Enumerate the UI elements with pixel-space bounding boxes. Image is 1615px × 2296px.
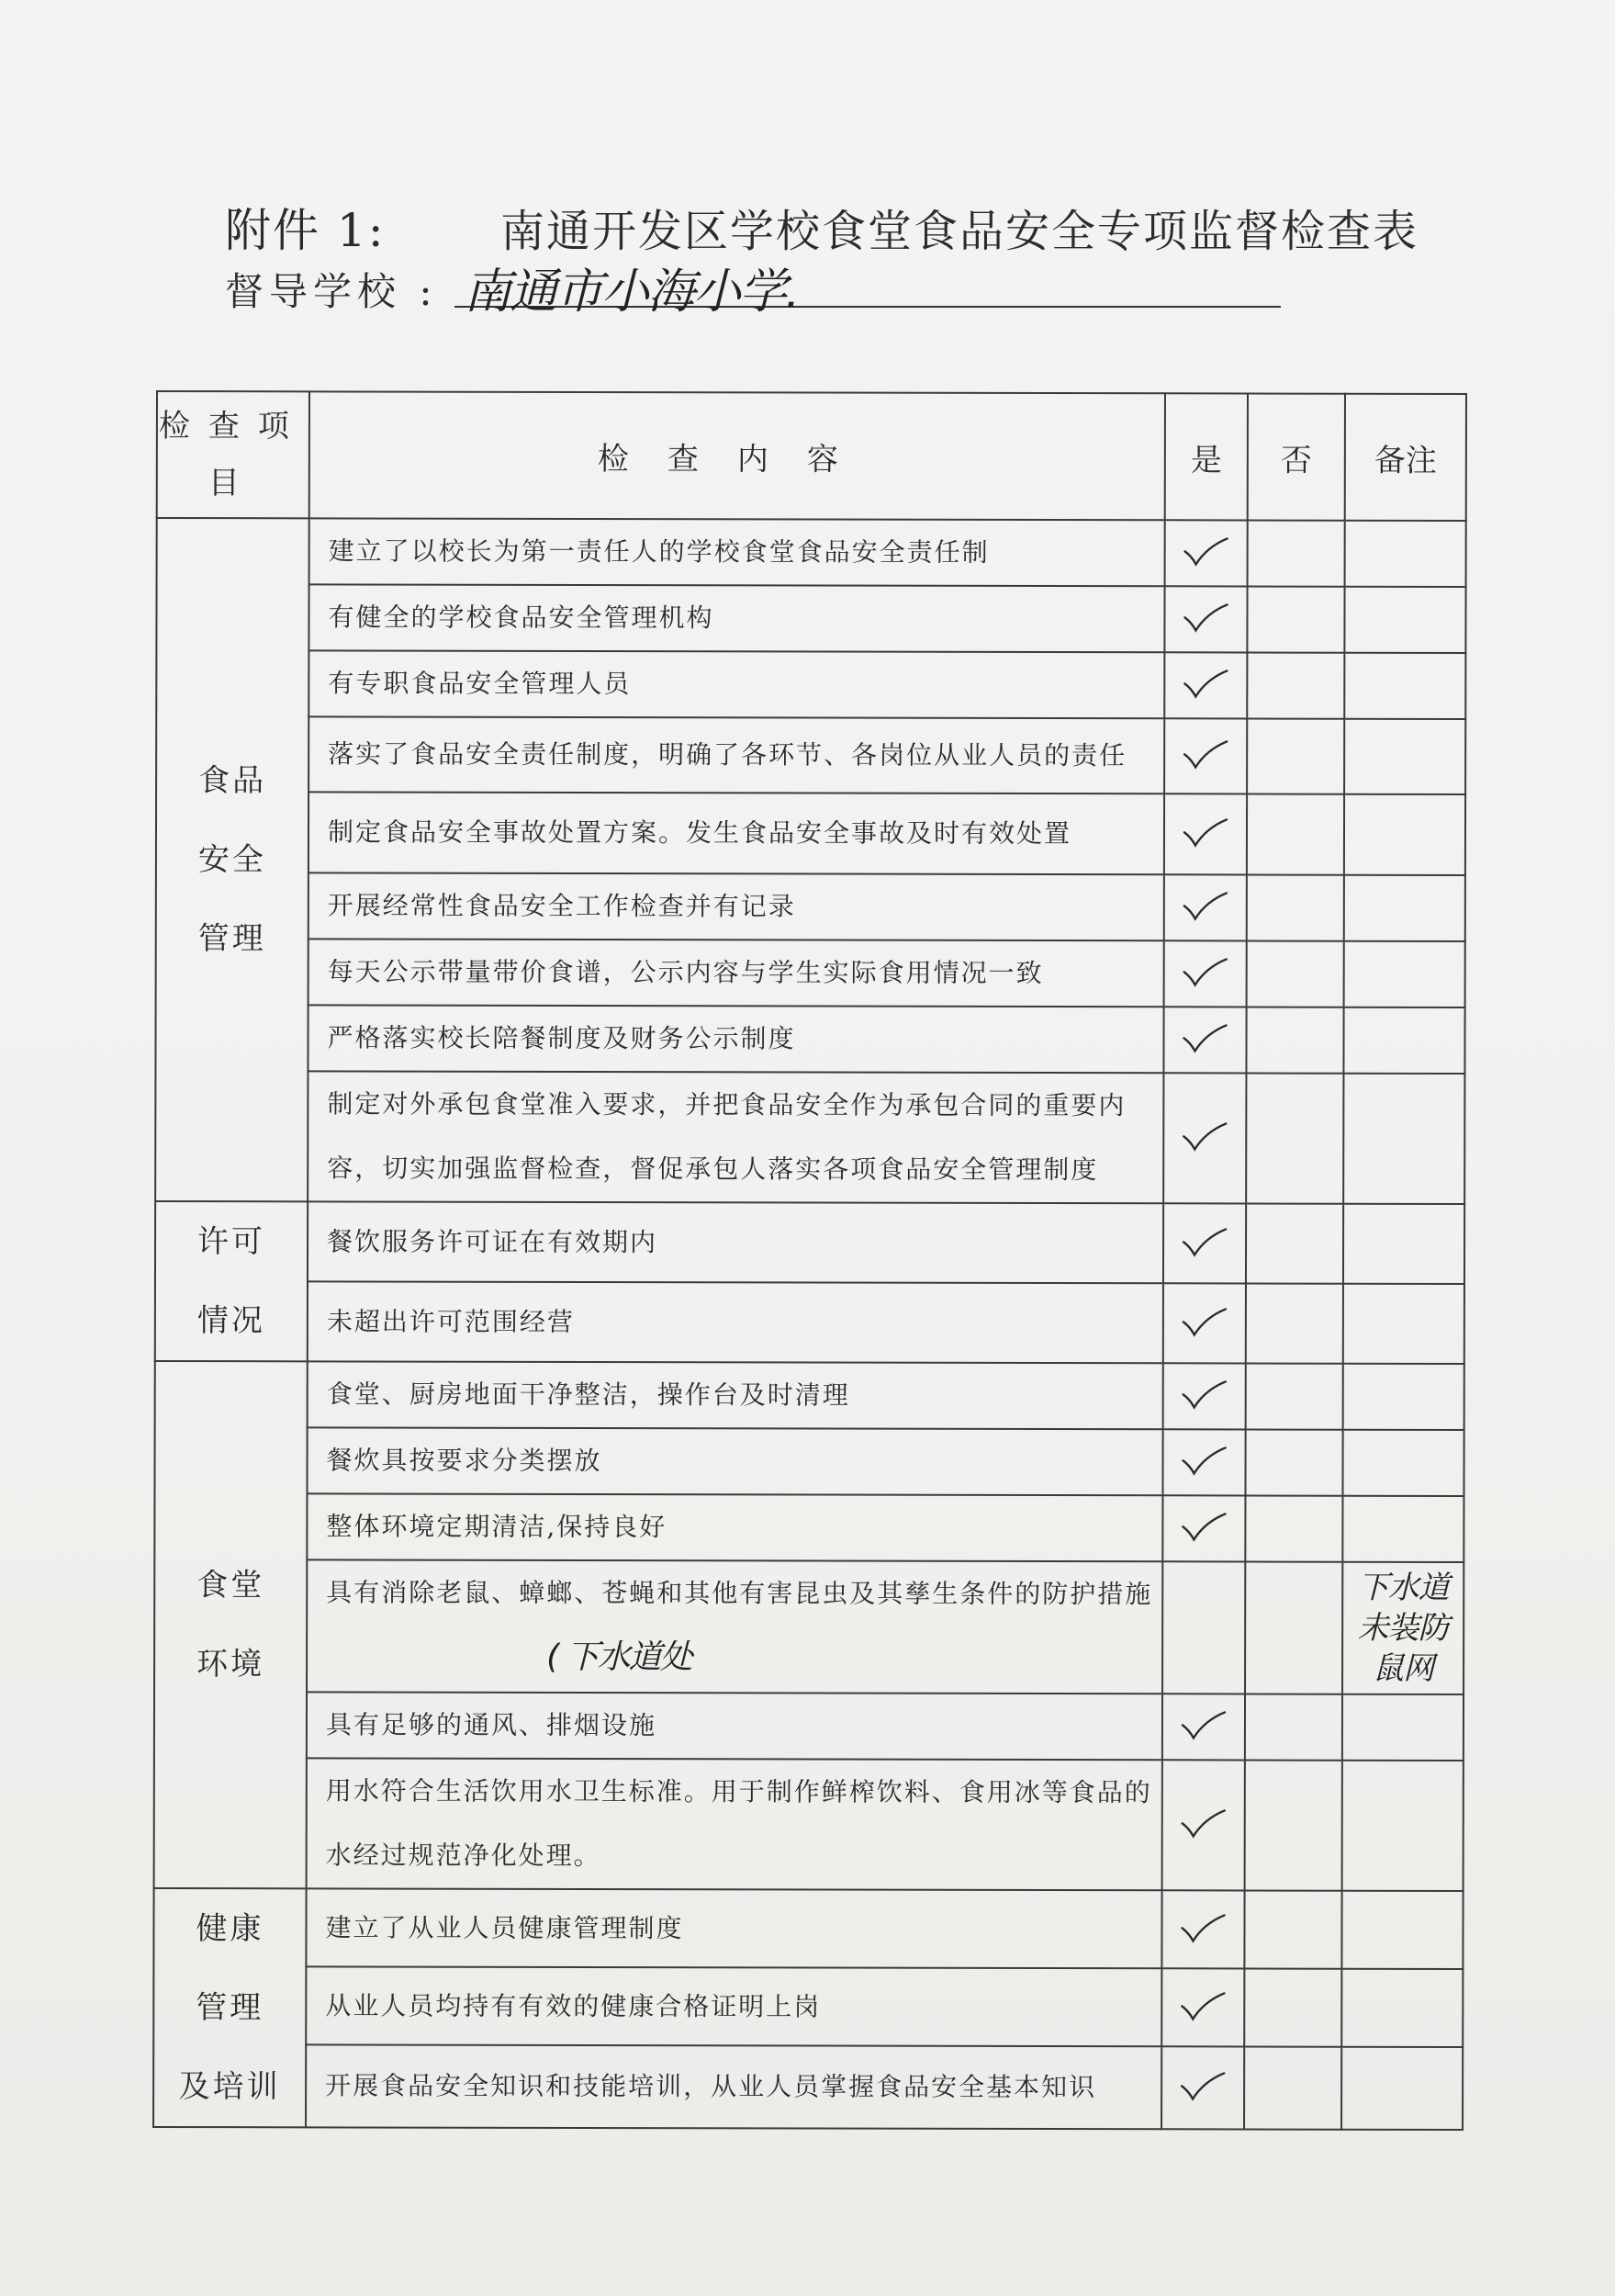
category-label: 及培训 [178, 2068, 281, 2106]
no-cell [1245, 1429, 1342, 1495]
category-label: 健康 [196, 1910, 264, 1948]
table-row [154, 1758, 1464, 1891]
no-cell [1245, 1495, 1342, 1561]
note-cell [1344, 875, 1465, 941]
content-cell [306, 2045, 1161, 2130]
yes-cell [1163, 1007, 1246, 1073]
document-title: 南通开发区学校食堂食品安全专项监督检查表 [500, 206, 1419, 257]
category-label: 环境 [196, 1646, 265, 1683]
category-cell [155, 1201, 308, 1361]
no-cell [1247, 652, 1344, 718]
category-label: 食品 [198, 762, 267, 800]
note-cell [1342, 1496, 1464, 1562]
note-cell [1344, 587, 1465, 653]
yes-cell [1161, 1890, 1244, 1968]
no-cell [1244, 1890, 1341, 1968]
no-cell [1246, 1007, 1343, 1073]
table-row [155, 1361, 1464, 1430]
table-row [155, 1005, 1464, 1074]
header-content: 检查内容 [309, 391, 1165, 520]
category-label: 许可 [197, 1223, 266, 1261]
content-cell [308, 939, 1164, 1007]
content-text: 具有消除老鼠、蟑螂、苍蝇和其他有害昆虫及其孳生条件的防护措施 [326, 1577, 1153, 1610]
content-cell [308, 584, 1164, 652]
note-cell [1342, 1694, 1464, 1761]
yes-cell [1162, 1429, 1245, 1495]
content-text: 制定食品安全事故处置方案。发生食品安全事故及时有效处置 [327, 816, 1072, 850]
yes-cell [1164, 652, 1247, 718]
table-body [153, 518, 1466, 2130]
table-row [156, 939, 1465, 1007]
school-name-handwritten: 南通市小海小学. [464, 264, 799, 320]
table-row [156, 872, 1465, 941]
table-row [156, 584, 1465, 653]
header-no: 否 [1248, 393, 1345, 520]
yes-cell [1162, 1561, 1245, 1694]
content-cell [307, 1493, 1162, 1561]
inline-handwritten-note: ( 下水道处 [546, 1638, 691, 1677]
checkmark-icon [1182, 816, 1229, 848]
content-text: 有专职食品安全管理人员 [328, 668, 632, 700]
checkmark-icon [1181, 1306, 1228, 1337]
category-cell [155, 518, 309, 1201]
content-text: 食堂、厨房地面干净整洁，操作台及时清理 [326, 1379, 850, 1411]
table-row [154, 1692, 1464, 1761]
content-cell [309, 518, 1165, 586]
content-cell [308, 1005, 1163, 1073]
inspection-table [152, 390, 1467, 2131]
header-note: 备注 [1345, 394, 1466, 521]
note-cell [1344, 941, 1465, 1007]
note-cell [1341, 2047, 1463, 2130]
no-cell [1244, 1969, 1341, 2047]
note-cell [1343, 1007, 1464, 1074]
table-row [154, 1427, 1464, 1496]
content-text: 建立了从业人员健康管理制度 [325, 1911, 684, 1943]
content-cell [307, 1692, 1162, 1760]
no-cell [1246, 1203, 1343, 1283]
no-cell [1246, 1283, 1343, 1363]
table-row [155, 1201, 1464, 1284]
school-label: 督导学校 : [225, 269, 438, 314]
note-cell [1344, 653, 1465, 719]
no-cell [1245, 1561, 1342, 1694]
no-cell [1248, 520, 1345, 586]
category-label: 情况 [196, 1302, 265, 1340]
checkmark-icon [1180, 1807, 1228, 1839]
table-row [155, 1281, 1464, 1364]
checkmark-icon [1182, 668, 1229, 699]
no-cell [1247, 586, 1344, 652]
note-cell [1342, 1761, 1464, 1891]
no-cell [1244, 2047, 1341, 2130]
note-cell [1343, 1204, 1464, 1284]
table-row [154, 1559, 1464, 1694]
checkmark-icon [1181, 1445, 1228, 1476]
checkmark-icon [1181, 1120, 1228, 1152]
yes-cell [1164, 718, 1247, 793]
note-cell [1344, 794, 1465, 875]
checkmark-icon [1179, 2070, 1227, 2101]
yes-cell [1163, 1203, 1246, 1283]
note-cell [1344, 719, 1465, 794]
checkmark-icon [1182, 890, 1229, 921]
table-row [155, 1071, 1464, 1204]
content-text: 制定对外承包食堂准入要求，并把食品安全作为承包合同的重要内容，切实加强监督检查，督促承包人落实各项食品安全管理制度 [327, 1088, 1127, 1186]
checkmark-icon [1183, 535, 1230, 567]
content-text: 从业人员均持有有效的健康合格证明上岗 [325, 1989, 822, 2022]
table-row [157, 518, 1466, 587]
header-yes: 是 [1165, 393, 1248, 520]
content-cell [307, 1758, 1162, 1890]
checkmark-icon [1180, 1511, 1228, 1542]
content-text: 严格落实校长陪餐制度及财务公示制度 [327, 1022, 796, 1054]
note-cell [1341, 1891, 1463, 1969]
note-cell [1341, 1969, 1463, 2047]
category-label: 管理 [197, 920, 266, 958]
content-text: 每天公示带量带价食谱，公示内容与学生实际食用情况一致 [327, 956, 1044, 989]
table-row [156, 650, 1465, 719]
annex-label: 附件 1: [225, 204, 386, 257]
content-cell [308, 1071, 1163, 1203]
no-cell [1247, 793, 1344, 874]
note-cell [1343, 1364, 1464, 1430]
content-cell [308, 716, 1164, 793]
content-cell [308, 650, 1164, 718]
yes-cell [1164, 586, 1247, 652]
yes-cell [1163, 1073, 1246, 1203]
content-cell [308, 1361, 1163, 1429]
header-category: 检查项目 [157, 391, 309, 518]
yes-cell [1162, 1760, 1245, 1890]
content-cell [306, 1966, 1161, 2046]
yes-cell [1163, 1363, 1246, 1429]
content-text: 有健全的学校食品安全管理机构 [328, 602, 714, 634]
content-text: 用水符合生活饮用水卫生标准。用于制作鲜榨饮料、食用冰等食品的水经过规范净化处理。 [325, 1775, 1152, 1872]
note-cell [1342, 1430, 1464, 1496]
table-header-row [157, 391, 1466, 521]
yes-cell [1163, 1283, 1246, 1363]
content-text: 具有足够的通风、排烟设施 [325, 1709, 657, 1741]
content-text: 未超出许可范围经营 [326, 1305, 575, 1337]
note-handwritten: 下水道未装防鼠网 [1357, 1569, 1449, 1687]
content-text: 整体环境定期清洁,保持良好 [326, 1511, 667, 1543]
category-label: 管理 [196, 1989, 264, 2027]
content-text: 开展食品安全知识和技能培训，从业人员掌握食品安全基本知识 [325, 2070, 1097, 2103]
no-cell [1245, 1694, 1342, 1760]
checkmark-icon [1180, 1709, 1228, 1740]
category-label: 安全 [197, 841, 266, 879]
checkmark-icon [1181, 1022, 1228, 1053]
category-cell [153, 1888, 307, 2127]
table-row [153, 1966, 1463, 2047]
checkmark-icon [1181, 1379, 1228, 1410]
no-cell [1247, 874, 1344, 940]
yes-cell [1162, 1694, 1245, 1760]
table-row [156, 716, 1465, 794]
no-cell [1246, 1073, 1343, 1203]
content-text: 建立了以校长为第一责任人的学校食堂食品安全责任制 [328, 535, 990, 568]
yes-cell [1161, 1968, 1244, 2046]
table-row [156, 792, 1465, 875]
content-cell [307, 1427, 1162, 1495]
content-cell [308, 792, 1164, 874]
content-text: 开展经常性食品安全工作检查并有记录 [327, 890, 796, 922]
checkmark-icon [1182, 956, 1229, 987]
note-cell [1343, 1284, 1464, 1364]
content-cell [308, 1281, 1163, 1363]
category-label: 食堂 [196, 1567, 265, 1604]
yes-cell [1164, 874, 1247, 940]
checkmark-icon [1182, 738, 1229, 770]
no-cell [1247, 718, 1344, 793]
content-text: 餐饮服务许可证在有效期内 [327, 1225, 658, 1257]
yes-cell [1164, 793, 1247, 874]
note-cell [1343, 1074, 1464, 1204]
content-cell [306, 1888, 1161, 1968]
content-text: 落实了食品安全责任制度，明确了各环节、各岗位从业人员的责任 [328, 738, 1127, 771]
content-cell [308, 872, 1164, 940]
no-cell [1246, 1363, 1343, 1429]
yes-cell [1162, 1495, 1245, 1561]
no-cell [1245, 1760, 1342, 1890]
note-cell [1342, 1562, 1464, 1694]
content-cell [308, 1201, 1163, 1283]
no-cell [1247, 940, 1344, 1007]
note-cell [1345, 521, 1466, 587]
yes-cell [1161, 2046, 1244, 2129]
document-header [225, 188, 1419, 326]
content-text: 餐炊具按要求分类摆放 [326, 1445, 602, 1477]
checkmark-icon [1179, 1912, 1227, 1943]
checkmark-icon [1182, 602, 1229, 633]
table-row [153, 1888, 1463, 1969]
checkmark-icon [1181, 1226, 1228, 1257]
category-cell [154, 1361, 308, 1888]
content-cell [307, 1559, 1162, 1694]
yes-cell [1164, 940, 1247, 1007]
checkmark-icon [1179, 1990, 1227, 2021]
yes-cell [1165, 520, 1248, 586]
table-row [154, 1493, 1464, 1562]
table-row [153, 2044, 1463, 2130]
